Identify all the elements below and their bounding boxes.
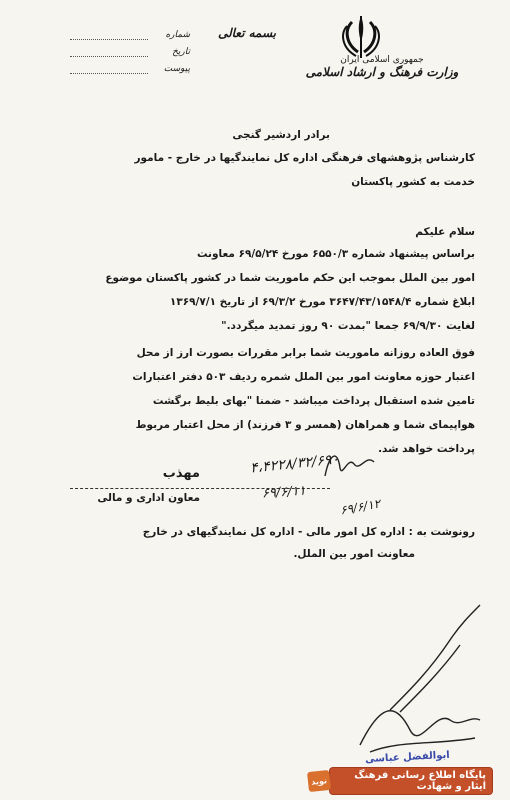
addressee-line1: کارشناس پژوهشهای فرهنگی اداره کل نمایندگیها در خارج - مامور xyxy=(134,152,475,164)
ministry-header xyxy=(282,55,482,79)
signature-scribble-icon xyxy=(320,446,380,486)
handwritten-registration: ۴،۴۲۲۸/۳۲/۶۹۰ xyxy=(249,451,340,477)
bismillah xyxy=(212,18,282,48)
signature-name: مهذب xyxy=(162,466,200,481)
cc-line2: معاونت امور بین الملل. xyxy=(293,548,415,560)
footer-banner xyxy=(304,770,492,792)
paragraph2-line4: هواپیمای شما و همراهان (همسر و ۳ فرزند) از محل اعتبار مربوط xyxy=(135,419,475,431)
meta-attachment-dots xyxy=(70,64,148,74)
meta-date-label: تاریخ xyxy=(172,46,190,57)
meta-attachment-label: پیوست xyxy=(163,63,190,74)
handwritten-date: ۶۹/۶/۱۱ xyxy=(261,483,307,502)
cc-label: رونوشت به : xyxy=(408,526,475,538)
bismillah-text: بسمه تعالی xyxy=(217,26,277,40)
cc-line1 xyxy=(143,525,475,540)
signature-title: معاون اداری و مالی xyxy=(97,492,200,504)
meta-date xyxy=(70,43,190,60)
ministry-line1: جمهوری اسلامی ایران xyxy=(340,55,424,65)
paragraph1-line1: براساس پیشنهاد شماره ۶۵۵۰/۳ مورخ ۶۹/۵/۲۴ معاونت xyxy=(196,248,475,260)
paragraph2-line1: فوق العاده روزانه ماموریت شما برابر مقررات بصورت ارز از محل xyxy=(136,347,475,359)
paragraph1-line3: ابلاغ شماره ۳۶۴۷/۴۳/۱۵۴۸/۴ مورخ ۶۹/۳/۲ از تاریخ ۱۳۶۹/۷/۱ xyxy=(169,296,475,308)
cc-recipients: اداره کل امور مالی - اداره کل نمایندگیهای در خارج xyxy=(142,526,405,538)
meta-number-dots xyxy=(70,30,148,40)
stamp-name: ابوالفضل عباسی xyxy=(365,749,451,766)
meta-attachment xyxy=(70,60,190,77)
meta-fields xyxy=(70,26,190,77)
addressee-line2: خدمت به کشور پاکستان xyxy=(351,176,475,188)
banner-text: پایگاه اطلاع رسانی فرهنگ ایثار و شهادت xyxy=(330,768,492,794)
paragraph2-line5: پرداخت خواهد شد. xyxy=(378,443,475,455)
banner-badge: نوید xyxy=(307,770,331,792)
meta-number xyxy=(70,26,190,43)
margin-note: ۶۹/۶/۱۲ xyxy=(339,496,382,518)
meta-date-dots xyxy=(70,47,148,57)
greeting: سلام علیکم xyxy=(415,226,475,238)
meta-number-label: شماره xyxy=(165,29,190,40)
ministry-name: وزارت فرهنگ و ارشاد اسلامی xyxy=(305,65,459,79)
addressee-name: برادر اردشیر گنجی xyxy=(232,129,330,141)
paragraph1-line2: امور بین الملل بموجب این حکم ماموریت شما در کشور پاکستان موضوع xyxy=(105,272,475,284)
paragraph2-line3: تامین شده استقبال پرداخت میباشد - ضمنا "بهای بلیط برگشت xyxy=(152,395,475,407)
paragraph2-line2: اعتبار حوزه معاونت امور بین الملل شمره ردیف ۵۰۳ دفتر اعتبارات xyxy=(132,371,475,383)
paragraph1-line4: لغایت ۶۹/۹/۳۰ جمعا "بمدت ۹۰ روز تمدید میگردد." xyxy=(221,320,475,332)
bottom-signature-icon xyxy=(355,690,485,760)
